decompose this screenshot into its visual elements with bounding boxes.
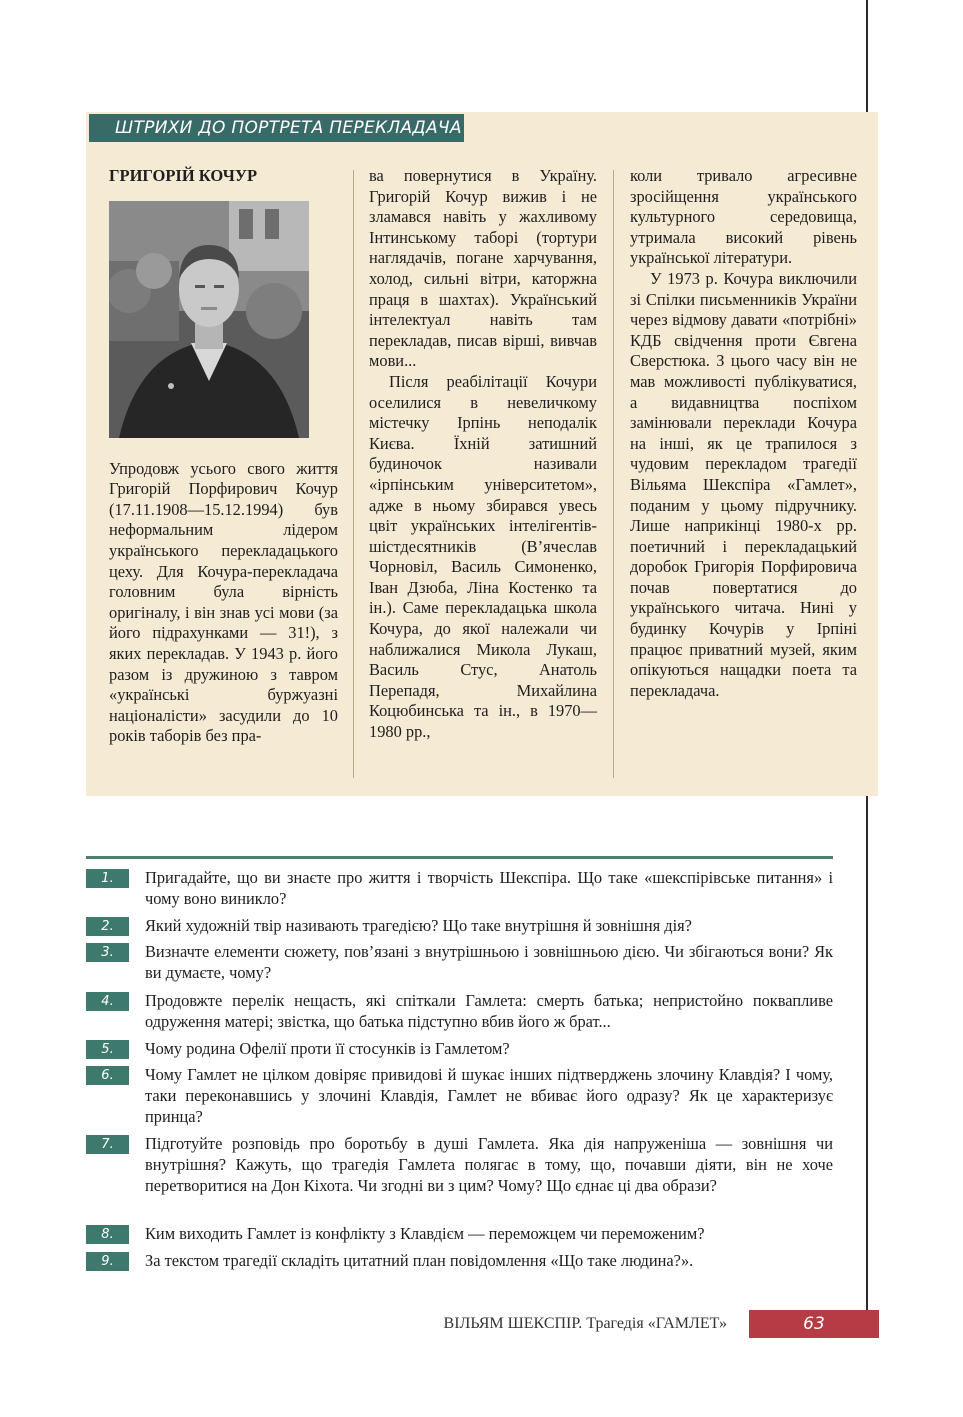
question-text: Визначте елементи сюжету, пов’язані з внутрішньою і зовнішньою дією. Чи збігаються вони? Як ви думаєте, чому? (145, 942, 833, 982)
sidebar-paragraph: коли тривало агресивне зросійщення українського культурного середовища, утримала високий рівень української літератури. (630, 166, 857, 268)
question-text: Чому Гамлет не цілком довіряє привидові й шукає інших підтверджень злочину Клавдія? І чому, таки переконавшись у злочині Клавдія, Гамлет не вбиває його одразу? Як це характеризує принца? (145, 1065, 833, 1126)
page-number: 63 (749, 1310, 879, 1338)
question-number-badge: 4. (86, 992, 129, 1011)
section-tag: ШТРИХИ ДО ПОРТРЕТА ПЕРЕКЛАДАЧА (89, 114, 464, 142)
question-text: Чому родина Офелії проти її стосунків із Гамлетом? (145, 1039, 510, 1058)
question-number-badge: 3. (86, 943, 129, 962)
question-number-badge: 2. (86, 917, 129, 936)
question-text: Ким виходить Гамлет із конфлікту з Клавдієм — переможцем чи переможеним? (145, 1224, 705, 1243)
sidebar-paragraph: Після реабілітації Кочури оселилися в невеличкому містечку Ірпінь неподалік Києва. Їхній затишний будиночок називали «ірпінським університетом», адже в ньому збирався увесь цвіт українських інтелігентів-шістдесятників (В’ячеслав Чорновіл, Василь Симоненко, Іван Дзюба, Ліна Костенко та ін.). Саме перекладацька школа Кочура, до якої належали чи наближалися Микола Лукаш, Василь Стус, Анатоль Перепадя, Михайлина Коцюбинська та ін., в 1970—1980 рр., (369, 371, 597, 742)
questions-top-rule (86, 856, 833, 859)
question-text: Підготуйте розповідь про боротьбу в душі Гамлета. Яка дія напруженіша — зовнішня чи внутрішня? Кажуть, що трагедія Гамлета полягає в тому, що, почавши діяти, він не хоче перетворитися на Дон Кіхота. Чи згодні ви з цим? Чому? Що єднає ці два образи? (145, 1134, 833, 1195)
sidebar-paragraph: ва повернутися в Україну. Григорій Кочур вижив і не зламався навіть у жахливому Інтинському таборі (тортури наглядачів, погане харчування, холод, сильні вітри, каторжна праця в шахтах). Український інтелектуал навіть там перекладав, писав вірші, вивчав мови... (369, 166, 597, 371)
question-number-badge: 8. (86, 1225, 129, 1244)
sidebar-column-3 (630, 166, 857, 701)
translator-name: ГРИГОРІЙ КОЧУР (109, 166, 258, 185)
question-number-badge: 5. (86, 1040, 129, 1059)
column-divider (613, 170, 614, 778)
question-text: Який художній твір називають трагедією? Що таке внутрішня й зовнішня дія? (145, 916, 692, 935)
column-divider (353, 170, 354, 778)
question-text: Пригадайте, що ви знаєте про життя і творчість Шекспіра. Що таке «шекспірівське питання» і чому воно виникло? (145, 868, 833, 908)
sidebar-column-1 (109, 166, 338, 747)
question-number-badge: 1. (86, 869, 129, 888)
question-number-badge: 6. (86, 1066, 129, 1085)
sidebar-paragraph: Упродовж усього свого життя Григорій Порфирович Кочур (17.11.1908—15.12.1994) був неформальним лідером українського перекладацького цеху. Для Кочура-перекладача головним була вірність оригіналу, і він знав усі мови (за його підрахунками — 31!), з яких перекладав. У 1943 р. його разом із дружиною з тавром «українські буржуазні націоналісти» засудили до 10 років таборів без пра- (109, 458, 338, 746)
question-text: Продовжте перелік нещасть, які спіткали Гамлета: смерть батька; непристойно поквапливе одруження матері; звістка, що батька підступно вбив його ж брат... (145, 991, 833, 1031)
sidebar-paragraph: У 1973 р. Кочура виключили зі Спілки письменників України через відмову давати «потрібні» КДБ свідчення проти Євгена Сверстюка. З цього часу він не мав можливості публікуватися, а видавництва поспіхом замінювали переклади Кочура на інші, як це трапилося з чудовим перекладом трагедії Вільяма Шекспіра «Гамлет», поданим у цьому підручнику. Лише наприкінці 1980-х рр. поетичний і перекладацький доробок Григорія Порфировича почав повертатися до українського читача. Нині у будинку Кочурів у Ірпіні працює приватний музей, яким опікуються нащадки поета та перекладача. (630, 268, 857, 700)
question-number-badge: 7. (86, 1135, 129, 1154)
running-title: ВІЛЬЯМ ШЕКСПІР. Трагедія «ГАМЛЕТ» (443, 1315, 727, 1332)
question-text: За текстом трагедії складіть цитатний план повідомлення «Що таке людина?». (145, 1251, 694, 1270)
sidebar-column-2 (369, 166, 597, 743)
question-number-badge: 9. (86, 1252, 129, 1271)
translator-portrait (109, 201, 309, 438)
